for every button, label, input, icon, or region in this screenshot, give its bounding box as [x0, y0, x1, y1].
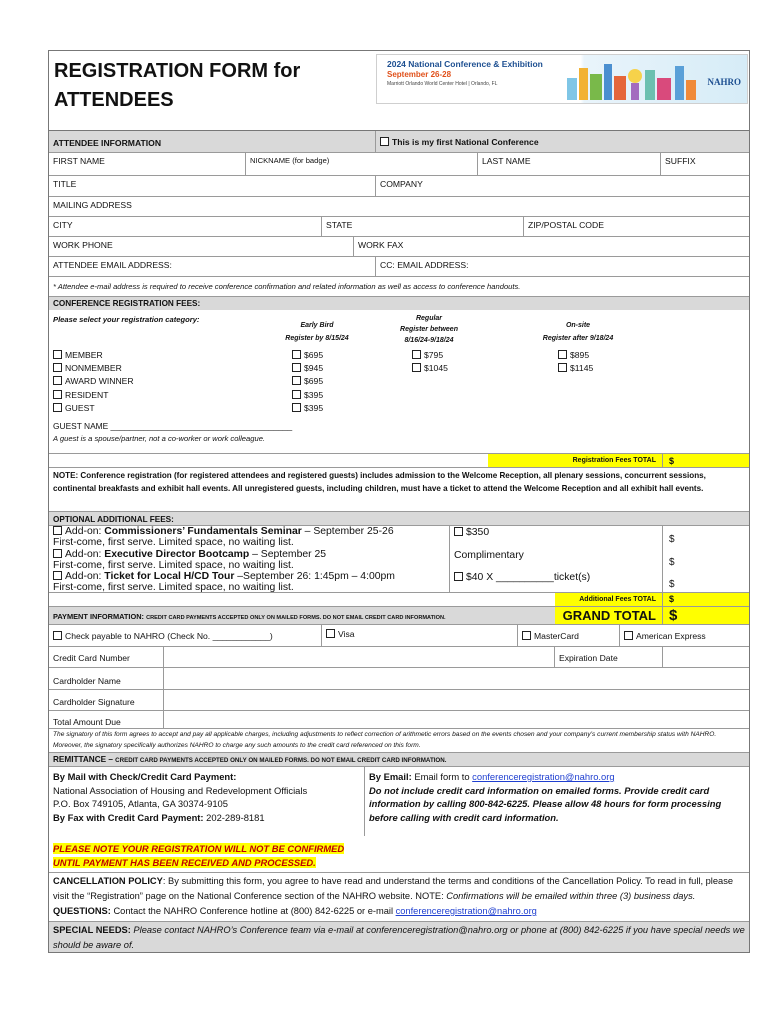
addon-title[interactable]	[53, 571, 395, 582]
fees-header: CONFERENCE REGISTRATION FEES:	[53, 299, 201, 308]
zip-field[interactable]: ZIP/POSTAL CODE	[523, 217, 749, 236]
addon-name: Executive Director Bootcamp	[104, 548, 250, 560]
addon-price[interactable]	[454, 527, 489, 538]
checkbox-icon[interactable]	[53, 363, 62, 372]
total-due-field[interactable]	[163, 711, 749, 728]
checkbox-icon[interactable]	[53, 549, 62, 558]
checkbox-icon[interactable]	[53, 376, 62, 385]
checkbox-icon[interactable]	[412, 363, 421, 372]
addon-item	[53, 526, 394, 548]
checkbox-icon[interactable]	[292, 403, 301, 412]
addon-pre: Add-on:	[65, 548, 105, 560]
cancellation-row	[49, 873, 749, 922]
addon-amount[interactable]: $	[669, 556, 675, 568]
checkbox-icon[interactable]	[53, 571, 62, 580]
last-name-field[interactable]: LAST NAME	[477, 153, 660, 175]
addon-dates: – September 25-26	[301, 526, 394, 537]
checkbox-icon[interactable]	[292, 363, 301, 372]
cardholder-name-row: Cardholder Name	[49, 668, 749, 690]
email-note: * Attendee e-mail address is required to receive conference confirmation and related information as well as access to conference handouts.	[53, 282, 521, 291]
early-bird-price-label: $695	[304, 376, 324, 387]
payment-header-row	[49, 607, 749, 625]
work-phone-field[interactable]: WORK PHONE	[53, 240, 113, 250]
questions-email-link[interactable]: conferenceregistration@nahro.org	[395, 906, 537, 916]
addon-price-text: Complimentary	[454, 549, 524, 561]
fees-select-label: Please select your registration category:	[53, 315, 200, 324]
form-header	[49, 51, 749, 131]
checkbox-icon[interactable]	[558, 363, 567, 372]
additional-total-value[interactable]: $	[662, 593, 749, 606]
addon-price[interactable]	[454, 572, 590, 583]
early-bird-price-label: $395	[304, 389, 324, 400]
checkbox-icon[interactable]	[558, 350, 567, 359]
city-field[interactable]: CITY	[53, 220, 73, 230]
checkbox-icon[interactable]	[454, 527, 463, 536]
checkbox-icon[interactable]	[522, 631, 531, 640]
checkbox-icon[interactable]	[292, 350, 301, 359]
additional-total-label: Additional Fees TOTAL	[555, 593, 662, 606]
checkbox-icon[interactable]	[326, 629, 335, 638]
early-bird-price[interactable]	[292, 375, 323, 388]
addon-note: First-come, first serve. Limited space, no waiting list.	[53, 582, 294, 594]
name-row	[49, 153, 749, 176]
category-option-label: AWARD WINNER	[65, 376, 134, 387]
checkbox-icon[interactable]	[53, 403, 62, 412]
addon-note: First-come, first serve. Limited space, no waiting list.	[53, 559, 294, 571]
checkbox-icon[interactable]	[292, 390, 301, 399]
checkbox-icon[interactable]	[292, 376, 301, 385]
payment-header: PAYMENT INFORMATION: CREDIT CARD PAYMENTS ACCEPTED ONLY ON MAILED FORMS. DO NOT EMAIL CREDIT CARD INFORMATION.	[53, 612, 446, 621]
regular-price[interactable]	[412, 349, 448, 362]
cancellation-policy: CANCELLATION POLICY: By submitting this form, you agree to have read and understand the terms and conditions of the Cancellation Policy. To read in full, please visit the “Registration” page on the National Conference section of the NAHRO website. NOTE: Confirmations will be emailed within three (3) business days. QUESTIONS: Contact the NAHRO Conference hotline at (800) 842-6225 or e-mail conferenceregistration@nahro.org	[53, 876, 734, 916]
regular-prices	[412, 349, 448, 375]
grand-total-label: GRAND TOTAL	[555, 607, 662, 624]
city-row	[49, 217, 749, 237]
category-option-label: GUEST	[65, 402, 95, 413]
category-option[interactable]	[53, 375, 134, 388]
attendee-section-header: ATTENDEE INFORMATION This is my first National Conference	[49, 131, 749, 153]
registration-total-value[interactable]: $	[662, 454, 749, 467]
company-field[interactable]: COMPANY	[375, 176, 749, 196]
early-bird-prices	[292, 349, 323, 415]
checkbox-icon[interactable]	[53, 631, 62, 640]
onsite-prices	[558, 349, 593, 375]
email-note-row	[49, 277, 749, 297]
special-needs-row	[49, 922, 749, 952]
addon-pre: Add-on:	[65, 571, 105, 582]
first-conference-checkbox[interactable]: This is my first National Conference	[375, 131, 749, 152]
addon-dates: –September 26: 1:45pm – 4:00pm	[234, 571, 395, 582]
checkbox-icon[interactable]	[53, 390, 62, 399]
title-row	[49, 176, 749, 197]
checkbox-icon[interactable]	[53, 350, 62, 359]
signature-note-row	[49, 729, 749, 753]
addon-amount[interactable]: $	[669, 579, 675, 590]
suffix-field[interactable]: SUFFIX	[660, 153, 749, 175]
category-option[interactable]	[53, 389, 134, 402]
category-option[interactable]	[53, 362, 134, 375]
cardholder-signature-row: Cardholder Signature	[49, 690, 749, 711]
registration-email-link[interactable]: conferenceregistration@nahro.org	[472, 771, 615, 782]
mail-instructions: By Mail with Check/Credit Card Payment: National Association of Housing and Redevelopment Officials P.O. Box 749105, Atlanta, GA 30374-9105 By Fax with Credit Card Payment: 202-289-8181	[53, 771, 308, 823]
conference-banner: 2024 National Conference & Exhibition September 26-28 Marriott Orlando World Center Hotel | Orlando, FL NAHRO	[376, 54, 748, 104]
early-bird-price-label: $945	[304, 363, 324, 374]
cardholder-signature-field[interactable]	[163, 690, 749, 710]
early-bird-price[interactable]	[292, 389, 323, 402]
addon-item	[53, 571, 395, 593]
mailing-row	[49, 197, 749, 217]
addon-item	[53, 549, 326, 571]
addon-amounts	[662, 526, 749, 592]
total-due-row: Total Amount Due	[49, 711, 749, 729]
addon-title[interactable]	[53, 549, 326, 560]
onsite-price-label: $895	[570, 350, 590, 360]
check-option[interactable]: Check payable to NAHRO (Check No. ____________)	[49, 625, 321, 646]
onsite-price[interactable]	[558, 349, 593, 362]
addon-title[interactable]	[53, 526, 394, 537]
cc-email-field[interactable]: CC: EMAIL ADDRESS:	[375, 257, 749, 276]
remittance-header: REMITTANCE – CREDIT CARD PAYMENTS ACCEPTED ONLY ON MAILED FORMS. DO NOT EMAIL CREDIT CARD INFORMATION.	[53, 755, 447, 764]
nahro-logo: NAHRO	[707, 77, 741, 87]
remittance-header-row	[49, 753, 749, 767]
guest-note: A guest is a spouse/partner, not a co-worker or work colleague.	[53, 434, 266, 443]
addons-section	[49, 526, 749, 593]
addon-dates: – September 25	[249, 548, 327, 560]
registration-total-row	[49, 454, 749, 468]
card-number-field[interactable]	[163, 647, 554, 667]
regular-price[interactable]	[412, 362, 448, 375]
optional-header-row: OPTIONAL ADDITIONAL FEES:	[49, 512, 749, 526]
onsite-price-label: $1145	[570, 363, 594, 374]
addon-price-text: $350	[466, 527, 490, 538]
checkbox-icon[interactable]	[454, 572, 463, 581]
category-option-label: NONMEMBER	[65, 363, 122, 374]
addon-prices	[449, 526, 663, 592]
grand-total-value[interactable]: $	[662, 607, 749, 624]
conference-note: NOTE: Conference registration (for registered attendees and registered guests) includes admission to the Welcome Reception, all plenary sessions, concurrent sessions, continental breakfasts and exhibit hall events. All unregistered guests, including children, must have a ticket to attend the Welcome Reception and all exhibit hall events.	[53, 471, 706, 493]
checkbox-icon[interactable]	[380, 137, 389, 146]
addon-pre: Add-on:	[65, 526, 105, 537]
category-option-label: RESIDENT	[65, 389, 109, 400]
expiration-field[interactable]	[662, 647, 749, 667]
addon-price-text: $40 X __________ticket(s)	[466, 572, 591, 583]
category-option[interactable]	[53, 349, 134, 362]
addon-name: Commissioners’ Fundamentals Seminar	[104, 526, 302, 537]
attendee-email-field[interactable]: ATTENDEE EMAIL ADDRESS:	[53, 260, 172, 270]
addon-price	[454, 550, 524, 561]
regular-price-label: $795	[424, 350, 444, 360]
early-bird-price[interactable]	[292, 402, 323, 415]
first-name-field[interactable]: FIRST NAME	[53, 156, 105, 166]
form-title: REGISTRATION FORM for ATTENDEES	[54, 60, 301, 111]
mailing-address-field[interactable]: MAILING ADDRESS	[53, 200, 132, 210]
category-list	[53, 349, 134, 415]
category-option-label: MEMBER	[65, 350, 103, 360]
regular-header: Regular Register between 8/16/24-9/18/24	[400, 315, 458, 344]
remittance-section	[49, 767, 749, 873]
cardholder-name-field[interactable]	[163, 668, 749, 689]
amex-option[interactable]: American Express	[619, 625, 749, 646]
early-bird-price-label: $695	[304, 350, 324, 360]
additional-total-row	[49, 593, 749, 607]
payment-method-row	[49, 625, 749, 647]
signature-note: The signatory of this form agrees to accept and pay all applicable charges, including adjustments to reflect correction of arithmetic errors based on the events chosen and your company’s current membership status with NAHRO. Moreover, the signatory specifically authorizes NAHRO to charge any such amounts to the credit card referenced on this form.	[53, 731, 717, 749]
special-needs: SPECIAL NEEDS: Please contact NAHRO’s Conference team via e-mail at conferenceregistration@nahro.org or phone at (800) 842-6225 if you have special needs we should be aware of.	[53, 925, 745, 950]
addon-note: First-come, first serve. Limited space, no waiting list.	[53, 537, 294, 549]
checkbox-icon[interactable]	[624, 631, 633, 640]
mastercard-option[interactable]: MasterCard	[517, 625, 619, 646]
regular-price-label: $1045	[424, 363, 448, 374]
phone-row	[49, 237, 749, 257]
email-row	[49, 257, 749, 277]
early-bird-price[interactable]	[292, 349, 323, 362]
work-fax-field[interactable]: WORK FAX	[353, 237, 749, 256]
category-option[interactable]	[53, 402, 134, 415]
confirmation-warning: PLEASE NOTE YOUR REGISTRATION WILL NOT BE CONFIRMED UNTIL PAYMENT HAS BEEN RECEIVED AND PROCESSED.	[53, 843, 345, 868]
card-number-row: Credit Card Number Expiration Date	[49, 647, 749, 668]
early-bird-price-label: $395	[304, 402, 324, 413]
title-field[interactable]: TITLE	[53, 179, 77, 189]
addon-name: Ticket for Local H/CD Tour	[104, 571, 235, 582]
registration-total-label: Registration Fees TOTAL	[488, 454, 662, 467]
checkbox-icon[interactable]	[412, 350, 421, 359]
registration-form	[48, 50, 750, 953]
conference-note-row	[49, 468, 749, 512]
visa-option[interactable]: Visa	[321, 625, 517, 646]
fees-section	[49, 297, 749, 454]
state-field[interactable]: STATE	[321, 217, 523, 236]
onsite-price[interactable]	[558, 362, 593, 375]
addon-amount[interactable]: $	[669, 534, 675, 545]
early-bird-price[interactable]	[292, 362, 323, 375]
email-instructions: By Email: Email form to conferenceregistration@nahro.org Do not include credit card information on emailed forms. Provide credit card information by calling 800-842-6225. Please allow 48 hours for form processing before calling with credit card information.	[369, 771, 722, 823]
checkbox-icon[interactable]	[53, 526, 62, 535]
early-bird-header: Early Bird Register by 8/15/24	[285, 322, 349, 342]
guest-name-field[interactable]: GUEST NAME _______________________________________	[53, 421, 293, 431]
onsite-header: On-site Register after 9/18/24	[542, 322, 614, 342]
nickname-field[interactable]: NICKNAME (for badge)	[245, 153, 477, 175]
